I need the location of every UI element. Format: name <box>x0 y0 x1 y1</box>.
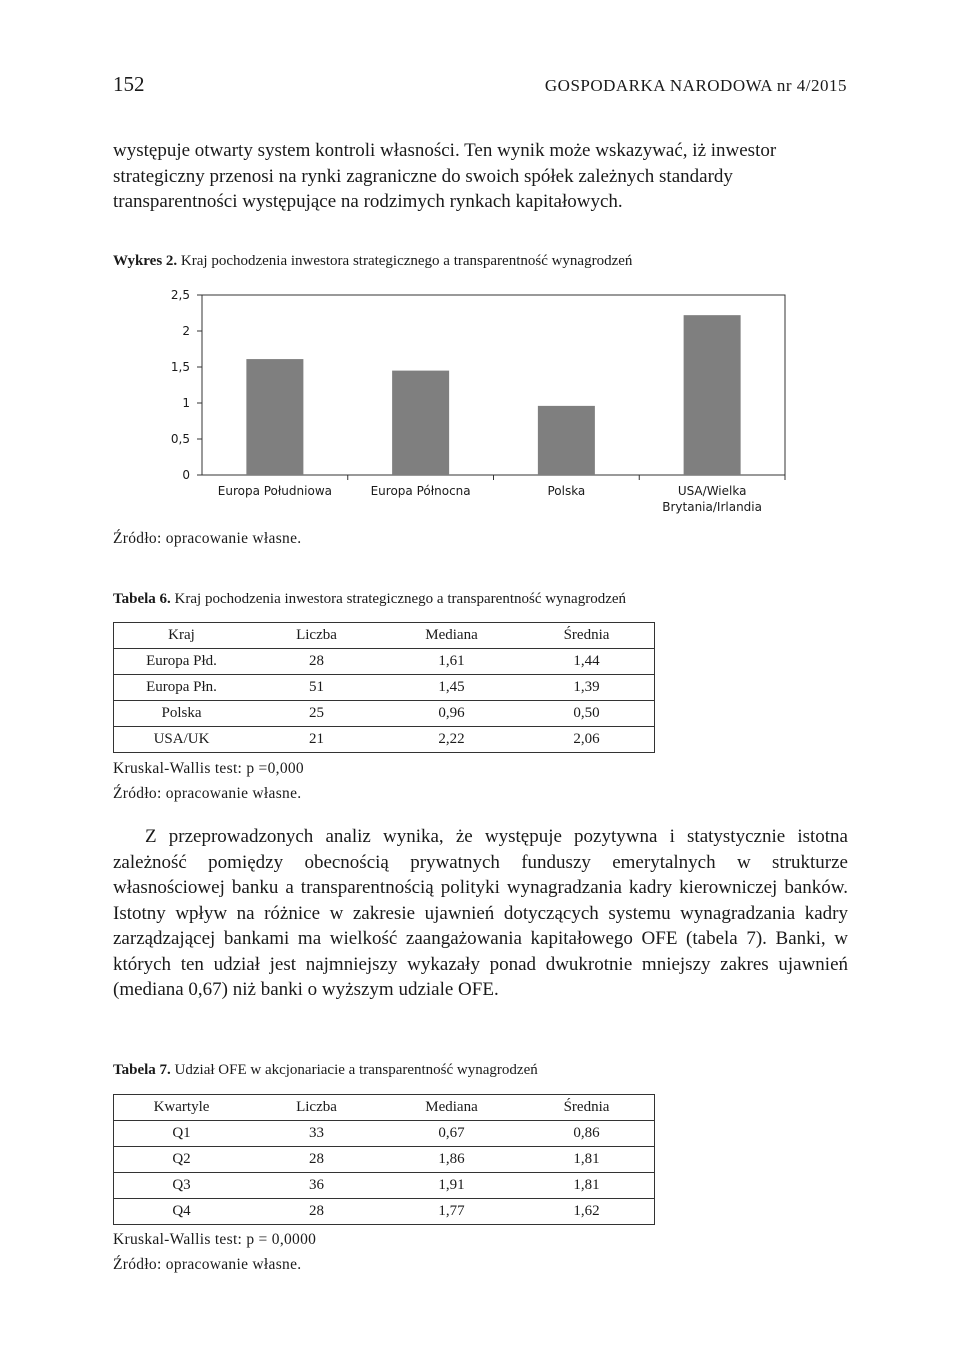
bar-chart <box>160 283 800 523</box>
table7-test: Kruskal-Wallis test: p = 0,0000 <box>113 1231 317 1248</box>
figure-label: Wykres 2. <box>113 253 178 269</box>
y-tick-label: 2 <box>182 324 190 338</box>
table6-caption <box>113 591 626 608</box>
x-tick-label: Brytania/Irlandia <box>662 500 762 514</box>
table-row <box>114 649 655 675</box>
table-cell: 28 <box>249 1199 384 1225</box>
table-cell: 21 <box>249 727 384 753</box>
table-cell: 51 <box>249 675 384 701</box>
table-cell: 1,61 <box>384 649 519 675</box>
table-row <box>114 701 655 727</box>
table-row <box>114 1121 655 1147</box>
table-cell: 36 <box>249 1173 384 1199</box>
table7 <box>113 1094 655 1225</box>
table-row <box>114 675 655 701</box>
paragraph-intro: występuje otwarty system kontroli własności. Ten wynik może wskazywać, iż inwestor strategiczny przenosi na rynki zagraniczne do swoich spółek zależnych standardy transparentności występujące na rodzimych rynkach kapitałowych. <box>113 140 777 212</box>
x-tick-label: USA/Wielka <box>677 484 747 498</box>
table-cell: Europa Płn. <box>114 675 250 701</box>
table-cell: Q4 <box>114 1199 250 1225</box>
x-tick-label: Polska <box>547 484 586 498</box>
table-cell: Q3 <box>114 1173 250 1199</box>
y-tick-label: 1 <box>182 396 190 410</box>
y-tick-label: 0,5 <box>170 432 190 446</box>
column-header: Średnia <box>519 1095 655 1121</box>
table-cell: 0,50 <box>519 701 655 727</box>
table-cell: 25 <box>249 701 384 727</box>
table-cell: Europa Płd. <box>114 649 250 675</box>
table-cell: 1,44 <box>519 649 655 675</box>
table-cell: Polska <box>114 701 250 727</box>
y-tick-label: 2,5 <box>170 288 190 302</box>
figure-source: Źródło: opracowanie własne. <box>113 530 302 547</box>
table-cell: 2,22 <box>384 727 519 753</box>
table6-label: Tabela 6. <box>113 591 171 607</box>
column-header: Liczba <box>249 623 384 649</box>
table6-source: Źródło: opracowanie własne. <box>113 785 302 802</box>
table-cell: 2,06 <box>519 727 655 753</box>
column-header: Mediana <box>384 623 519 649</box>
table-cell: 1,81 <box>519 1147 655 1173</box>
column-header: Kwartyle <box>114 1095 250 1121</box>
column-header: Liczba <box>249 1095 384 1121</box>
table-row <box>114 1199 655 1225</box>
table-cell: Q1 <box>114 1121 250 1147</box>
table-cell: 1,86 <box>384 1147 519 1173</box>
y-tick-label: 1,5 <box>170 360 190 374</box>
table-cell: 1,62 <box>519 1199 655 1225</box>
column-header: Średnia <box>519 623 655 649</box>
y-tick-label: 0 <box>182 468 190 482</box>
bar <box>246 359 303 475</box>
table-row <box>114 727 655 753</box>
table-header-row <box>114 1095 655 1121</box>
table-cell: 28 <box>249 649 384 675</box>
table-header-row <box>114 623 655 649</box>
table-cell: Q2 <box>114 1147 250 1173</box>
table7-label: Tabela 7. <box>113 1062 171 1078</box>
table-cell: 0,67 <box>384 1121 519 1147</box>
table6 <box>113 622 655 753</box>
table-cell: 33 <box>249 1121 384 1147</box>
table-cell: 0,96 <box>384 701 519 727</box>
column-header: Kraj <box>114 623 250 649</box>
table7-caption <box>113 1062 538 1079</box>
bar <box>538 406 595 475</box>
table-cell: USA/UK <box>114 727 250 753</box>
bar <box>684 315 741 475</box>
x-tick-label: Europa Południowa <box>217 484 332 498</box>
table6-test: Kruskal-Wallis test: p =0,000 <box>113 760 304 777</box>
table-cell: 1,77 <box>384 1199 519 1225</box>
table-cell: 1,91 <box>384 1173 519 1199</box>
table-cell: 1,39 <box>519 675 655 701</box>
table-row <box>114 1147 655 1173</box>
table-cell: 28 <box>249 1147 384 1173</box>
figure-caption <box>113 253 632 270</box>
table-cell: 1,45 <box>384 675 519 701</box>
page-number: 152 <box>113 72 145 96</box>
figure-title: Kraj pochodzenia inwestora strategicznego a transparentność wynagrodzeń <box>180 253 633 269</box>
x-tick-label: Europa Północna <box>370 484 471 498</box>
table6-title: Kraj pochodzenia inwestora strategicznego a transparentność wynagrodzeń <box>174 591 627 607</box>
table-cell: 1,81 <box>519 1173 655 1199</box>
table-cell: 0,86 <box>519 1121 655 1147</box>
table-row <box>114 1173 655 1199</box>
paragraph-analysis: Z przeprowadzonych analiz wynika, że występuje pozytywna i statystycznie istotna zależność pomiędzy obecnością prywatnych funduszy emerytalnych w strukturze własnościowej banku a transparentnością polityki wynagradzania kadry kierowniczej banków. Istotny wpływ na różnice w zakresie ujawnień dotyczących systemu wynagradzania kadry zarządzającej bankami ma wielkość zaangażowania kapitałowego OFE (tabela 7). Banki, w których ten udział jest najmniejszy wykazały ponad dwukrotnie mniejszy zakres ujawnień (mediana 0,67) niż banki o wyższym udziale OFE. <box>113 826 848 1000</box>
bar <box>392 371 449 475</box>
table7-title: Udział OFE w akcjonariacie a transparentność wynagrodzeń <box>174 1062 538 1078</box>
column-header: Mediana <box>384 1095 519 1121</box>
journal-title: GOSPODARKA NARODOWA nr 4/2015 <box>544 76 847 95</box>
table7-source: Źródło: opracowanie własne. <box>113 1256 302 1273</box>
